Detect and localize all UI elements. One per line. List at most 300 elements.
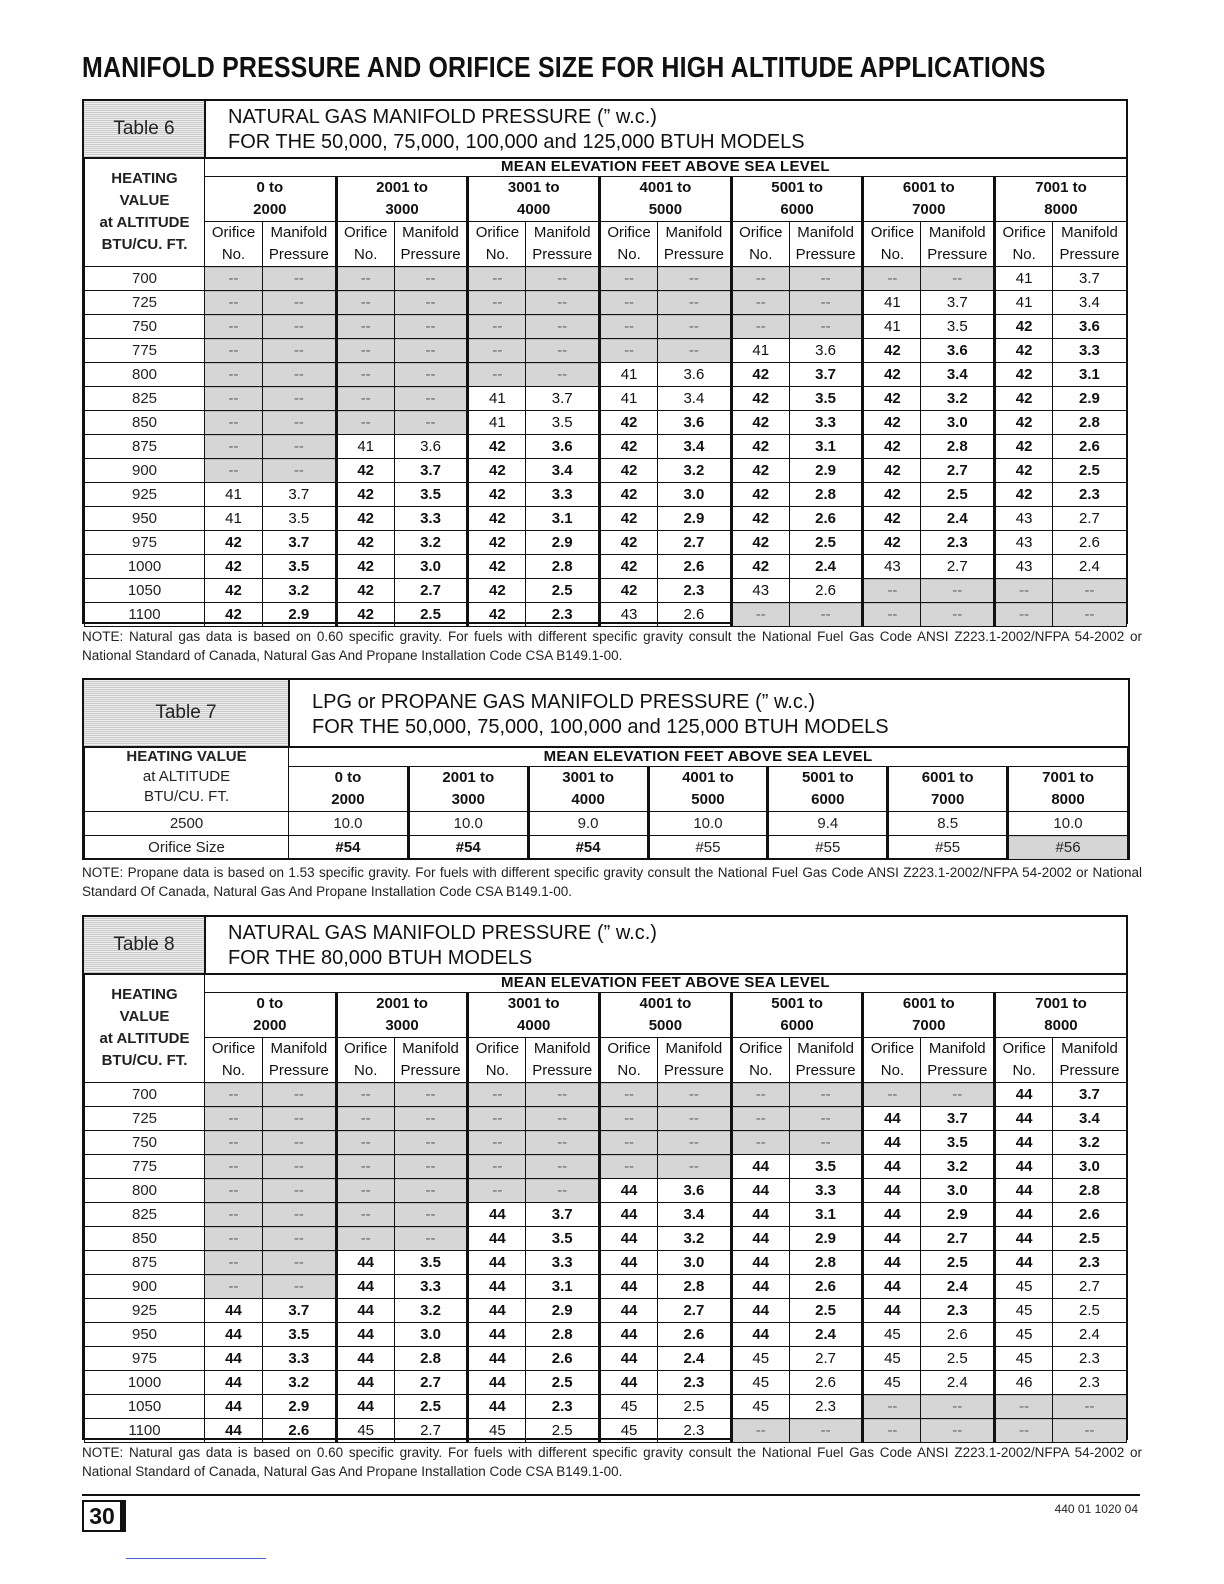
table-row [85,1131,1127,1155]
pressure-cell: -- [658,291,732,315]
pressure-cell: 3.4 [658,387,732,411]
pressure-cell: -- [526,315,600,339]
pressure-cell: 2.3 [658,1419,732,1443]
page-title: MANIFOLD PRESSURE AND ORIFICE SIZE FOR HIGH ALTITUDE APPLICATIONS [82,52,1046,84]
orifice-cell: 45 [995,1299,1053,1323]
pressure-cell: -- [921,1419,995,1443]
pressure-cell: -- [394,1083,468,1107]
pressure-cell: 2.6 [526,1347,600,1371]
pressure-cell: -- [526,1179,600,1203]
pressure-cell: -- [263,1107,337,1131]
orifice-cell: -- [336,1155,394,1179]
pressure-cell: -- [263,339,337,363]
table-row [85,603,1127,627]
orifice-cell: 41 [995,291,1053,315]
pressure-cell: -- [394,1131,468,1155]
pressure-cell: 3.4 [1053,1107,1127,1131]
table-row [85,1107,1127,1131]
pressure-cell: 3.0 [1053,1155,1127,1179]
pressure-cell: 2.3 [789,1395,863,1419]
pressure-cell: -- [263,315,337,339]
orifice-cell: -- [468,339,526,363]
table6-range-0: 0 to 2000 [205,177,337,222]
orifice-cell: 42 [863,363,921,387]
pressure-cell: -- [263,435,337,459]
table6-range-4: 5001 to 6000 [731,177,863,222]
orifice-cell: 44 [600,1203,658,1227]
pressure-cell: 2.5 [1053,1227,1127,1251]
pressure-cell: -- [658,1155,732,1179]
orifice-cell: -- [205,291,263,315]
orifice-cell: -- [205,459,263,483]
orifice-cell: 45 [995,1347,1053,1371]
orifice-cell: 42 [336,603,394,627]
pressure-cell: -- [263,1179,337,1203]
pressure-cell: -- [394,1107,468,1131]
table-row [85,339,1127,363]
orifice-cell: 44 [863,1227,921,1251]
pressure-cell: -- [789,1419,863,1443]
orifice-cell: 42 [336,579,394,603]
orifice-cell: -- [468,1155,526,1179]
pressure-cell: -- [526,1131,600,1155]
pressure-cell: 2.4 [921,507,995,531]
pressure-cell: 2.4 [789,555,863,579]
table8-label: Table 8 [84,917,206,975]
pressure-cell: 2.5 [526,1419,600,1443]
orifice-cell: 44 [336,1275,394,1299]
pressure-cell: -- [394,411,468,435]
pressure-cell: 3.2 [658,1227,732,1251]
heating-value-cell: 725 [85,291,205,315]
pressure-cell: 2.6 [658,555,732,579]
pressure-cell: 3.5 [394,1251,468,1275]
heating-value-cell: 700 [85,1083,205,1107]
pressure-cell: 3.1 [526,507,600,531]
pressure-cell: 3.1 [789,1203,863,1227]
orifice-cell: 42 [731,459,789,483]
table8-orifice-subheader: Orifice No. [863,1038,921,1083]
orifice-cell: 42 [863,531,921,555]
orifice-cell: 45 [731,1347,789,1371]
orifice-cell: 44 [995,1107,1053,1131]
orifice-cell: -- [600,315,658,339]
orifice-cell: -- [205,339,263,363]
orifice-cell: -- [205,1131,263,1155]
orifice-cell: 42 [336,507,394,531]
orifice-cell: 44 [995,1251,1053,1275]
orifice-cell: 44 [995,1131,1053,1155]
heating-value-cell: 875 [85,435,205,459]
pressure-cell: 2.4 [921,1371,995,1395]
table7-range-5: 6001 to 7000 [888,767,1008,812]
orifice-cell: 44 [731,1155,789,1179]
orifice-cell: 44 [336,1251,394,1275]
table7-heating-header: HEATING VALUE at ALTITUDE BTU/CU. FT. [85,747,289,812]
orifice-cell: #56 [1008,836,1128,860]
orifice-cell: 44 [863,1131,921,1155]
pressure-cell: -- [921,267,995,291]
orifice-cell: -- [205,1203,263,1227]
orifice-cell: 42 [336,531,394,555]
orifice-cell: 44 [863,1299,921,1323]
orifice-cell: 44 [863,1107,921,1131]
orifice-cell: -- [468,291,526,315]
orifice-cell: 44 [205,1347,263,1371]
pressure-cell: 3.5 [921,315,995,339]
orifice-cell: -- [205,435,263,459]
orifice-cell: 44 [863,1275,921,1299]
orifice-cell: 42 [600,507,658,531]
orifice-cell: -- [600,267,658,291]
table8-orifice-subheader: Orifice No. [731,1038,789,1083]
orifice-cell: 44 [468,1275,526,1299]
orifice-cell: 45 [731,1395,789,1419]
pressure-cell: 3.1 [526,1275,600,1299]
orifice-cell: 44 [600,1227,658,1251]
pressure-cell: 2.9 [789,459,863,483]
pressure-cell: 2.6 [921,1323,995,1347]
orifice-cell: 42 [731,507,789,531]
table8-range-4: 5001 to 6000 [731,993,863,1038]
pressure-cell: 2.5 [789,531,863,555]
scan-artifact-line [126,1558,266,1559]
pressure-cell: -- [1053,1419,1127,1443]
orifice-cell: 42 [600,531,658,555]
pressure-cell: 2.9 [526,531,600,555]
table6-orifice-subheader: Orifice No. [336,222,394,267]
pressure-cell: 3.3 [526,483,600,507]
orifice-cell: -- [336,1203,394,1227]
pressure-cell: 2.5 [789,1299,863,1323]
orifice-cell: 42 [863,411,921,435]
orifice-cell: 44 [731,1227,789,1251]
pressure-cell: 2.8 [526,1323,600,1347]
pressure-cell: 2.5 [394,603,468,627]
pressure-cell: 10.0 [648,812,768,836]
table8-range-5: 6001 to 7000 [863,993,995,1038]
orifice-cell: -- [731,291,789,315]
orifice-cell: -- [863,1419,921,1443]
table7-range-0: 0 to 2000 [289,767,409,812]
table8-range-6: 7001 to 8000 [995,993,1127,1038]
pressure-cell: 3.0 [658,483,732,507]
orifice-cell: -- [205,1227,263,1251]
orifice-cell: 45 [600,1419,658,1443]
pressure-cell: -- [658,1131,732,1155]
pressure-cell: -- [1053,1395,1127,1419]
orifice-cell: #54 [528,836,648,860]
orifice-cell: 44 [731,1179,789,1203]
orifice-cell: 42 [205,555,263,579]
pressure-cell: 3.6 [789,339,863,363]
pressure-cell: 2.7 [921,555,995,579]
table8-heading [206,917,1126,975]
table6 [82,99,1128,624]
orifice-cell: 41 [863,315,921,339]
pressure-cell: -- [394,1179,468,1203]
table7-note: NOTE: Propane data is based on 1.53 specific gravity. For fuels with different specific gravity consult the National Fuel Gas Code ANSI Z223.1-2002/NFPA 54-2002 or National Standard Of Canada, Natural Gas And Propane Installation Code CSA B149.1-00. [82,865,1142,899]
orifice-cell: 43 [731,579,789,603]
orifice-cell: 44 [468,1323,526,1347]
pressure-cell: 2.8 [1053,411,1127,435]
heating-value-cell: 825 [85,1203,205,1227]
orifice-cell: 44 [863,1251,921,1275]
orifice-cell: 45 [863,1323,921,1347]
pressure-cell: 2.6 [789,507,863,531]
orifice-cell: -- [600,291,658,315]
orifice-cell: 44 [468,1371,526,1395]
pressure-cell: 3.3 [263,1347,337,1371]
pressure-cell: -- [263,1227,337,1251]
orifice-cell: 43 [863,555,921,579]
pressure-cell: -- [526,1155,600,1179]
pressure-cell: 3.5 [263,507,337,531]
orifice-cell: -- [205,1179,263,1203]
orifice-cell: #54 [408,836,528,860]
pressure-cell: -- [263,411,337,435]
pressure-cell: 2.7 [394,1419,468,1443]
table6-manifold-subheader: Manifold Pressure [658,222,732,267]
orifice-cell: 42 [863,387,921,411]
table6-orifice-subheader: Orifice No. [995,222,1053,267]
pressure-cell: -- [526,1083,600,1107]
table8-orifice-subheader: Orifice No. [205,1038,263,1083]
pressure-cell: 3.3 [394,1275,468,1299]
table8-manifold-subheader: Manifold Pressure [263,1038,337,1083]
pressure-cell: 2.6 [658,603,732,627]
orifice-cell: -- [863,267,921,291]
pressure-cell: 3.0 [394,555,468,579]
pressure-cell: 3.6 [1053,315,1127,339]
pressure-cell: 2.6 [658,1323,732,1347]
pressure-cell: 10.0 [408,812,528,836]
orifice-cell: -- [336,411,394,435]
pressure-cell: 2.6 [789,579,863,603]
table7-range-3: 4001 to 5000 [648,767,768,812]
table-row [85,1299,1127,1323]
orifice-cell: 42 [863,459,921,483]
table-row [85,387,1127,411]
pressure-cell: -- [263,1203,337,1227]
pressure-cell: -- [394,315,468,339]
orifice-cell: 44 [468,1395,526,1419]
table8-range-0: 0 to 2000 [205,993,337,1038]
heating-value-cell: 1000 [85,1371,205,1395]
orifice-cell: #54 [289,836,409,860]
pressure-cell: -- [394,1155,468,1179]
orifice-cell: 42 [205,531,263,555]
pressure-cell: -- [263,1155,337,1179]
table-row [85,411,1127,435]
pressure-cell: 2.3 [1053,1371,1127,1395]
pressure-cell: -- [526,339,600,363]
heating-value-cell: 1100 [85,603,205,627]
orifice-cell: #55 [768,836,888,860]
heating-value-cell: 1050 [85,1395,205,1419]
orifice-cell: 42 [863,435,921,459]
pressure-cell: 3.3 [789,1179,863,1203]
table-row [85,291,1127,315]
orifice-cell: 44 [205,1419,263,1443]
pressure-cell: 3.3 [1053,339,1127,363]
orifice-cell: -- [205,387,263,411]
orifice-cell: -- [731,1419,789,1443]
orifice-cell: -- [468,1179,526,1203]
table8-grid [84,973,1127,1443]
orifice-cell: 42 [600,483,658,507]
pressure-cell: 2.3 [658,1371,732,1395]
pressure-cell: -- [658,1083,732,1107]
heating-value-cell: 850 [85,1227,205,1251]
table6-range-5: 6001 to 7000 [863,177,995,222]
pressure-cell: -- [921,579,995,603]
orifice-cell: 42 [600,411,658,435]
pressure-cell: 3.5 [263,555,337,579]
orifice-cell: -- [995,603,1053,627]
pressure-cell: 3.7 [263,531,337,555]
orifice-cell: -- [995,1395,1053,1419]
orifice-cell: #55 [888,836,1008,860]
orifice-cell: -- [336,267,394,291]
pressure-cell: 3.7 [921,291,995,315]
heating-value-cell: 975 [85,531,205,555]
orifice-cell: -- [205,1275,263,1299]
orifice-cell: 44 [205,1323,263,1347]
orifice-cell: -- [731,603,789,627]
pressure-cell: 3.6 [921,339,995,363]
table8-manifold-subheader: Manifold Pressure [789,1038,863,1083]
table-row [85,507,1127,531]
orifice-cell: 42 [731,387,789,411]
orifice-cell: 44 [205,1371,263,1395]
orifice-cell: 44 [731,1275,789,1299]
orifice-cell: 45 [468,1419,526,1443]
orifice-cell: 41 [600,363,658,387]
orifice-cell: -- [205,1107,263,1131]
table6-heating-header: HEATING VALUE at ALTITUDE BTU/CU. FT. [85,158,205,267]
pressure-cell: -- [394,339,468,363]
orifice-cell: 43 [995,507,1053,531]
pressure-cell: 3.4 [921,363,995,387]
table8-title-line1: NATURAL GAS MANIFOLD PRESSURE (” w.c.) [228,922,657,944]
orifice-cell: -- [863,579,921,603]
pressure-cell: 2.6 [1053,1203,1127,1227]
pressure-cell: 3.6 [658,363,732,387]
pressure-cell: 3.7 [1053,1083,1127,1107]
heating-value-cell: 900 [85,459,205,483]
table6-orifice-subheader: Orifice No. [731,222,789,267]
heating-value-cell: 1000 [85,555,205,579]
orifice-cell: -- [336,387,394,411]
orifice-cell: -- [205,411,263,435]
orifice-cell: 44 [995,1227,1053,1251]
orifice-cell: -- [205,1155,263,1179]
pressure-cell: 2.7 [394,1371,468,1395]
orifice-cell: 41 [863,291,921,315]
table7-range-1: 2001 to 3000 [408,767,528,812]
table8-elevation-header: MEAN ELEVATION FEET ABOVE SEA LEVEL [205,974,1127,993]
pressure-cell: 3.2 [394,1299,468,1323]
table6-range-3: 4001 to 5000 [600,177,732,222]
pressure-cell: 3.7 [394,459,468,483]
pressure-cell: 3.3 [526,1251,600,1275]
pressure-cell: 3.7 [526,1203,600,1227]
orifice-cell: 43 [995,555,1053,579]
pressure-cell: -- [394,267,468,291]
pressure-cell: 3.7 [263,483,337,507]
pressure-cell: 3.4 [526,459,600,483]
pressure-cell: -- [526,1107,600,1131]
orifice-cell: 42 [731,531,789,555]
table6-manifold-subheader: Manifold Pressure [1053,222,1127,267]
orifice-cell: 42 [336,555,394,579]
table-row [85,1395,1127,1419]
orifice-cell: 42 [468,459,526,483]
pressure-cell: 3.1 [789,435,863,459]
pressure-cell: 2.9 [263,1395,337,1419]
pressure-cell: 2.5 [921,483,995,507]
pressure-cell: -- [921,603,995,627]
pressure-cell: 2.3 [658,579,732,603]
pressure-cell: -- [789,1083,863,1107]
pressure-cell: 9.4 [768,812,888,836]
orifice-cell: -- [863,1083,921,1107]
orifice-cell: -- [468,1083,526,1107]
pressure-cell: -- [789,603,863,627]
table-row [85,531,1127,555]
heating-value-cell: 925 [85,483,205,507]
pressure-cell: 2.5 [526,579,600,603]
pressure-cell: -- [921,1083,995,1107]
pressure-cell: 2.9 [921,1203,995,1227]
pressure-cell: 3.5 [789,1155,863,1179]
table-row [85,555,1127,579]
pressure-cell: 8.5 [888,812,1008,836]
orifice-cell: 44 [336,1299,394,1323]
table-row [85,267,1127,291]
pressure-cell: 3.3 [789,411,863,435]
table6-grid [84,157,1127,627]
table-row [85,1083,1127,1107]
pressure-cell: 2.8 [789,483,863,507]
table6-manifold-subheader: Manifold Pressure [789,222,863,267]
heating-value-cell: 800 [85,1179,205,1203]
pressure-cell: 2.7 [1053,1275,1127,1299]
table6-manifold-subheader: Manifold Pressure [394,222,468,267]
orifice-cell: -- [600,339,658,363]
pressure-cell: 2.4 [789,1323,863,1347]
orifice-cell: -- [995,579,1053,603]
orifice-cell: 42 [731,435,789,459]
pressure-cell: 3.7 [789,363,863,387]
table-row [85,483,1127,507]
pressure-cell: 3.5 [394,483,468,507]
heating-value-cell: 975 [85,1347,205,1371]
orifice-cell: 44 [600,1371,658,1395]
pressure-cell: 2.7 [394,579,468,603]
orifice-cell: 42 [731,411,789,435]
heating-value-cell: 750 [85,315,205,339]
pressure-cell: 3.2 [921,387,995,411]
pressure-cell: 2.4 [921,1275,995,1299]
pressure-cell: 2.7 [789,1347,863,1371]
orifice-cell: 42 [731,483,789,507]
pressure-cell: 2.6 [263,1419,337,1443]
pressure-cell: -- [526,363,600,387]
heating-value-cell: 850 [85,411,205,435]
pressure-cell: -- [263,387,337,411]
